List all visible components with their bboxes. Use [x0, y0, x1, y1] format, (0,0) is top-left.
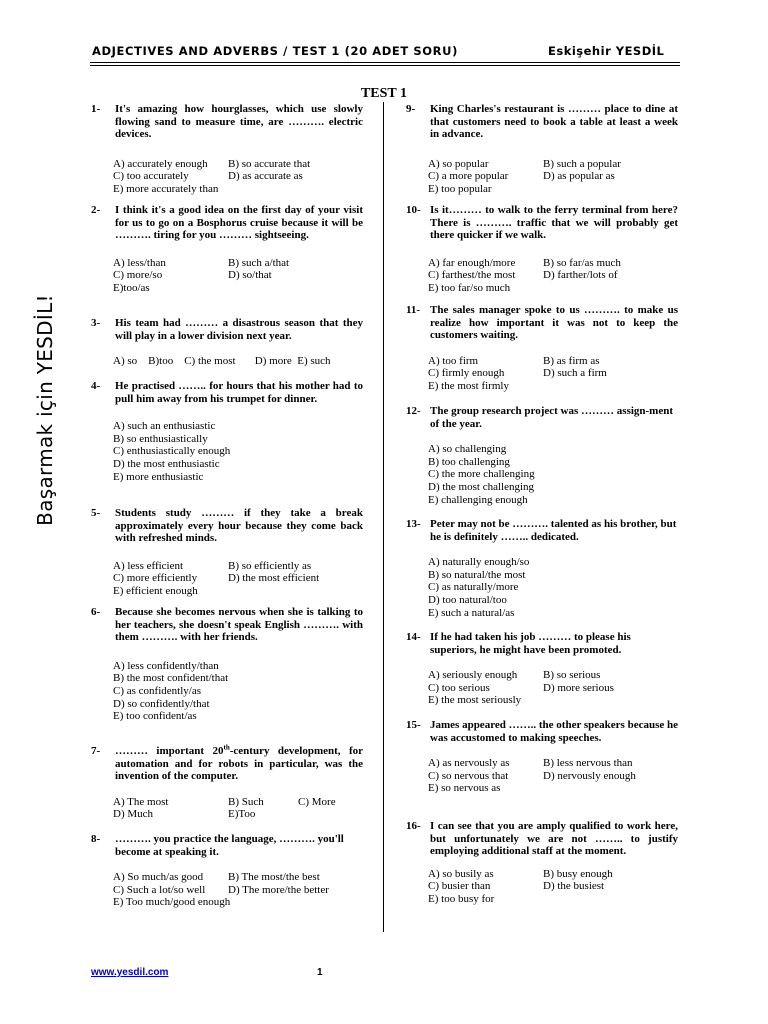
- option-c: C) too serious: [428, 681, 490, 694]
- question-text: His team had ……… a disastrous season that they will play in a lower division next year.: [115, 317, 363, 342]
- header-rule-top: [90, 62, 680, 63]
- option-d: D) so confidently/that: [113, 697, 210, 710]
- question-4: [91, 380, 363, 483]
- question-number: 14-: [406, 631, 421, 643]
- option-d: D) nervously enough: [543, 769, 636, 782]
- option-d: D) as accurate as: [228, 170, 303, 183]
- option-b: B) Such: [228, 795, 264, 808]
- option-e: E) more enthusiastic: [113, 470, 204, 483]
- option-c: C) a more popular: [428, 170, 509, 183]
- question-13: [406, 518, 678, 619]
- question-number: 6-: [91, 606, 101, 618]
- question-7: [91, 745, 363, 821]
- option-b: B) less nervous than: [543, 757, 633, 770]
- question-number: 5-: [91, 507, 101, 519]
- option-b: B) as firm as: [543, 354, 600, 367]
- option-c: C) Such a lot/so well: [113, 883, 206, 896]
- option-row: A) so B)too C) the most D) more E) such: [113, 355, 331, 368]
- question-number: 2-: [91, 204, 101, 216]
- option-a: A) so busily as: [428, 867, 494, 880]
- option-b: B) so natural/the most: [428, 568, 526, 581]
- option-e: E) too confident/as: [113, 710, 197, 723]
- question-number: 7-: [91, 745, 101, 757]
- option-e: E) too busy for: [428, 892, 495, 905]
- option-b: B) such a popular: [543, 157, 621, 170]
- option-b: B) busy enough: [543, 867, 613, 880]
- question-text: ………. you practice the language, ………. you'll become at speaking it.: [115, 833, 344, 858]
- option-c: C) more/so: [113, 269, 163, 282]
- question-text: Is it……… to walk to the ferry terminal from here? There is ………. traffic that we will probably get there quicker if we walk.: [430, 204, 678, 242]
- question-text: Because she becomes nervous when she is talking to her teachers, she doesn't speak English ………. with them ………. with her friends.: [115, 606, 363, 644]
- question-text: ……… important 20th-century development, for automation and for robots in particular, was the invention of the computer.: [115, 743, 363, 783]
- option-c: C) farthest/the most: [428, 269, 516, 282]
- option-a: A) too firm: [428, 354, 479, 367]
- option-d: D) such a firm: [543, 367, 607, 380]
- option-d: D) farther/lots of: [543, 269, 618, 282]
- question-text: If he had taken his job ……… to please his superiors, he might have been promoted.: [430, 631, 631, 656]
- question-number: 1-: [91, 103, 101, 115]
- option-b: B) so far/as much: [543, 256, 621, 269]
- option-d: D) so/that: [228, 269, 272, 282]
- option-b: B) the most confident/that: [113, 672, 229, 685]
- column-divider: [383, 102, 384, 932]
- option-e: E) more accurately than: [113, 182, 219, 195]
- option-a: A) accurately enough: [113, 157, 208, 170]
- option-d: D) the busiest: [543, 880, 605, 893]
- option-c: C) too accurately: [113, 170, 189, 183]
- question-number: 3-: [91, 317, 101, 329]
- option-e: E) the most firmly: [428, 379, 509, 392]
- option-a: A) such an enthusiastic: [113, 420, 216, 433]
- question-12: [406, 405, 678, 506]
- question-14: [406, 631, 678, 707]
- question-text: I think it's a good idea on the first day of your visit for us to go on a Bosphorus cruise because it will be ………. tiring for you ……… sightseeing.: [115, 204, 363, 242]
- option-c: C) the more challenging: [428, 468, 535, 481]
- option-e: E) the most seriously: [428, 694, 522, 707]
- footer-website-link[interactable]: www.yesdil.com: [91, 967, 169, 978]
- question-number: 12-: [406, 405, 421, 417]
- page-number: 1: [317, 967, 323, 978]
- question-11: [406, 304, 678, 393]
- option-e: E) efficient enough: [113, 584, 198, 597]
- option-e: E) Too much/good enough: [113, 896, 231, 909]
- option-a: A) far enough/more: [428, 256, 516, 269]
- question-6: [91, 606, 363, 723]
- question-5: [91, 507, 363, 598]
- option-e: E)Too: [228, 808, 256, 821]
- question-9: [406, 103, 678, 196]
- question-text: The group research project was ……… assign-ment of the year.: [430, 405, 674, 430]
- option-a: A) less efficient: [113, 559, 184, 572]
- option-a: A) less confidently/than: [113, 659, 219, 672]
- option-e: E) such a natural/as: [428, 606, 515, 619]
- option-e: E) too far/so much: [428, 281, 511, 294]
- option-a: A) less/than: [113, 256, 166, 269]
- option-b: B) so accurate that: [228, 157, 311, 170]
- option-b: B) so enthusiastically: [113, 432, 208, 445]
- option-a: A) so challenging: [428, 443, 507, 456]
- option-c: C) More: [298, 795, 336, 808]
- option-a: A) naturally enough/so: [428, 556, 530, 569]
- question-number: 9-: [406, 103, 416, 115]
- option-b: B) such a/that: [228, 256, 290, 269]
- option-e: E) challenging enough: [428, 493, 528, 506]
- header-rule-bottom: [90, 65, 680, 66]
- option-a: A) so popular: [428, 157, 489, 170]
- question-16: [406, 820, 678, 906]
- option-d: D) The more/the better: [228, 883, 329, 896]
- option-e: E)too/as: [113, 281, 150, 294]
- option-a: A) seriously enough: [428, 669, 518, 682]
- option-d: D) as popular as: [543, 170, 615, 183]
- option-c: C) as confidently/as: [113, 684, 201, 697]
- option-e: E) too popular: [428, 182, 492, 195]
- question-text: I can see that you are amply qualified to work here, but unfortunately we are not …….. to justify employing additional staff at the moment.: [430, 820, 678, 858]
- question-8: [91, 833, 363, 909]
- question-text: Peter may not be ………. talented as his brother, but he is definitely …….. dedicated.: [430, 518, 677, 543]
- question-number: 11-: [406, 304, 421, 316]
- option-d: D) the most efficient: [228, 572, 320, 585]
- option-e: E) so nervous as: [428, 782, 501, 795]
- option-c: C) so nervous that: [428, 769, 509, 782]
- question-number: 13-: [406, 518, 421, 530]
- option-a: A) as nervously as: [428, 757, 510, 770]
- option-d: D) the most challenging: [428, 480, 535, 493]
- option-d: D) the most enthusiastic: [113, 457, 220, 470]
- option-d: D) Much: [113, 808, 154, 821]
- question-number: 16-: [406, 820, 421, 832]
- option-c: C) more efficiently: [113, 572, 198, 585]
- test-title: TEST 1: [360, 86, 408, 101]
- option-c: C) firmly enough: [428, 367, 505, 380]
- side-slogan: Başarmak için YESDİL!: [33, 294, 57, 526]
- option-b: B) so efficiently as: [228, 559, 312, 572]
- option-c: C) as naturally/more: [428, 581, 519, 594]
- header-title: ADJECTIVES AND ADVERBS / TEST 1 (20 ADET SORU): [92, 44, 458, 58]
- option-c: C) busier than: [428, 880, 491, 893]
- option-a: A) The most: [113, 795, 169, 808]
- question-text: James appeared …….. the other speakers because he was accustomed to making speeches.: [430, 719, 678, 744]
- question-text: King Charles's restaurant is ……… place to dine at that customers need to book a table at least a week in advance.: [430, 103, 678, 141]
- question-number: 10-: [406, 204, 421, 216]
- option-d: D) more serious: [543, 681, 614, 694]
- question-text: The sales manager spoke to us ………. to make us realize how important it was not to keep the customers waiting.: [430, 304, 678, 342]
- question-text: He practised …….. for hours that his mother had to pull him away from his trumpet for dinner.: [115, 380, 363, 405]
- question-text: Students study ……… if they take a break approximately every hour because they come back with refreshed minds.: [115, 507, 363, 545]
- option-b: B) so serious: [543, 669, 601, 682]
- question-2: [91, 204, 363, 295]
- option-a: A) So much/as good: [113, 871, 204, 884]
- option-d: D) too natural/too: [428, 593, 507, 606]
- question-number: 15-: [406, 719, 421, 731]
- question-3: [91, 317, 363, 368]
- option-c: C) enthusiastically enough: [113, 445, 231, 458]
- question-text: It's amazing how hourglasses, which use slowly flowing sand to measure time, are ………. electric devices.: [115, 103, 363, 141]
- option-b: B) too challenging: [428, 455, 510, 468]
- question-1: [91, 103, 363, 196]
- header-author: Eskişehir YESDİL: [548, 44, 665, 58]
- question-number: 8-: [91, 833, 101, 845]
- question-15: [406, 719, 678, 795]
- question-10: [406, 204, 678, 295]
- option-b: B) The most/the best: [228, 871, 320, 884]
- question-number: 4-: [91, 380, 101, 392]
